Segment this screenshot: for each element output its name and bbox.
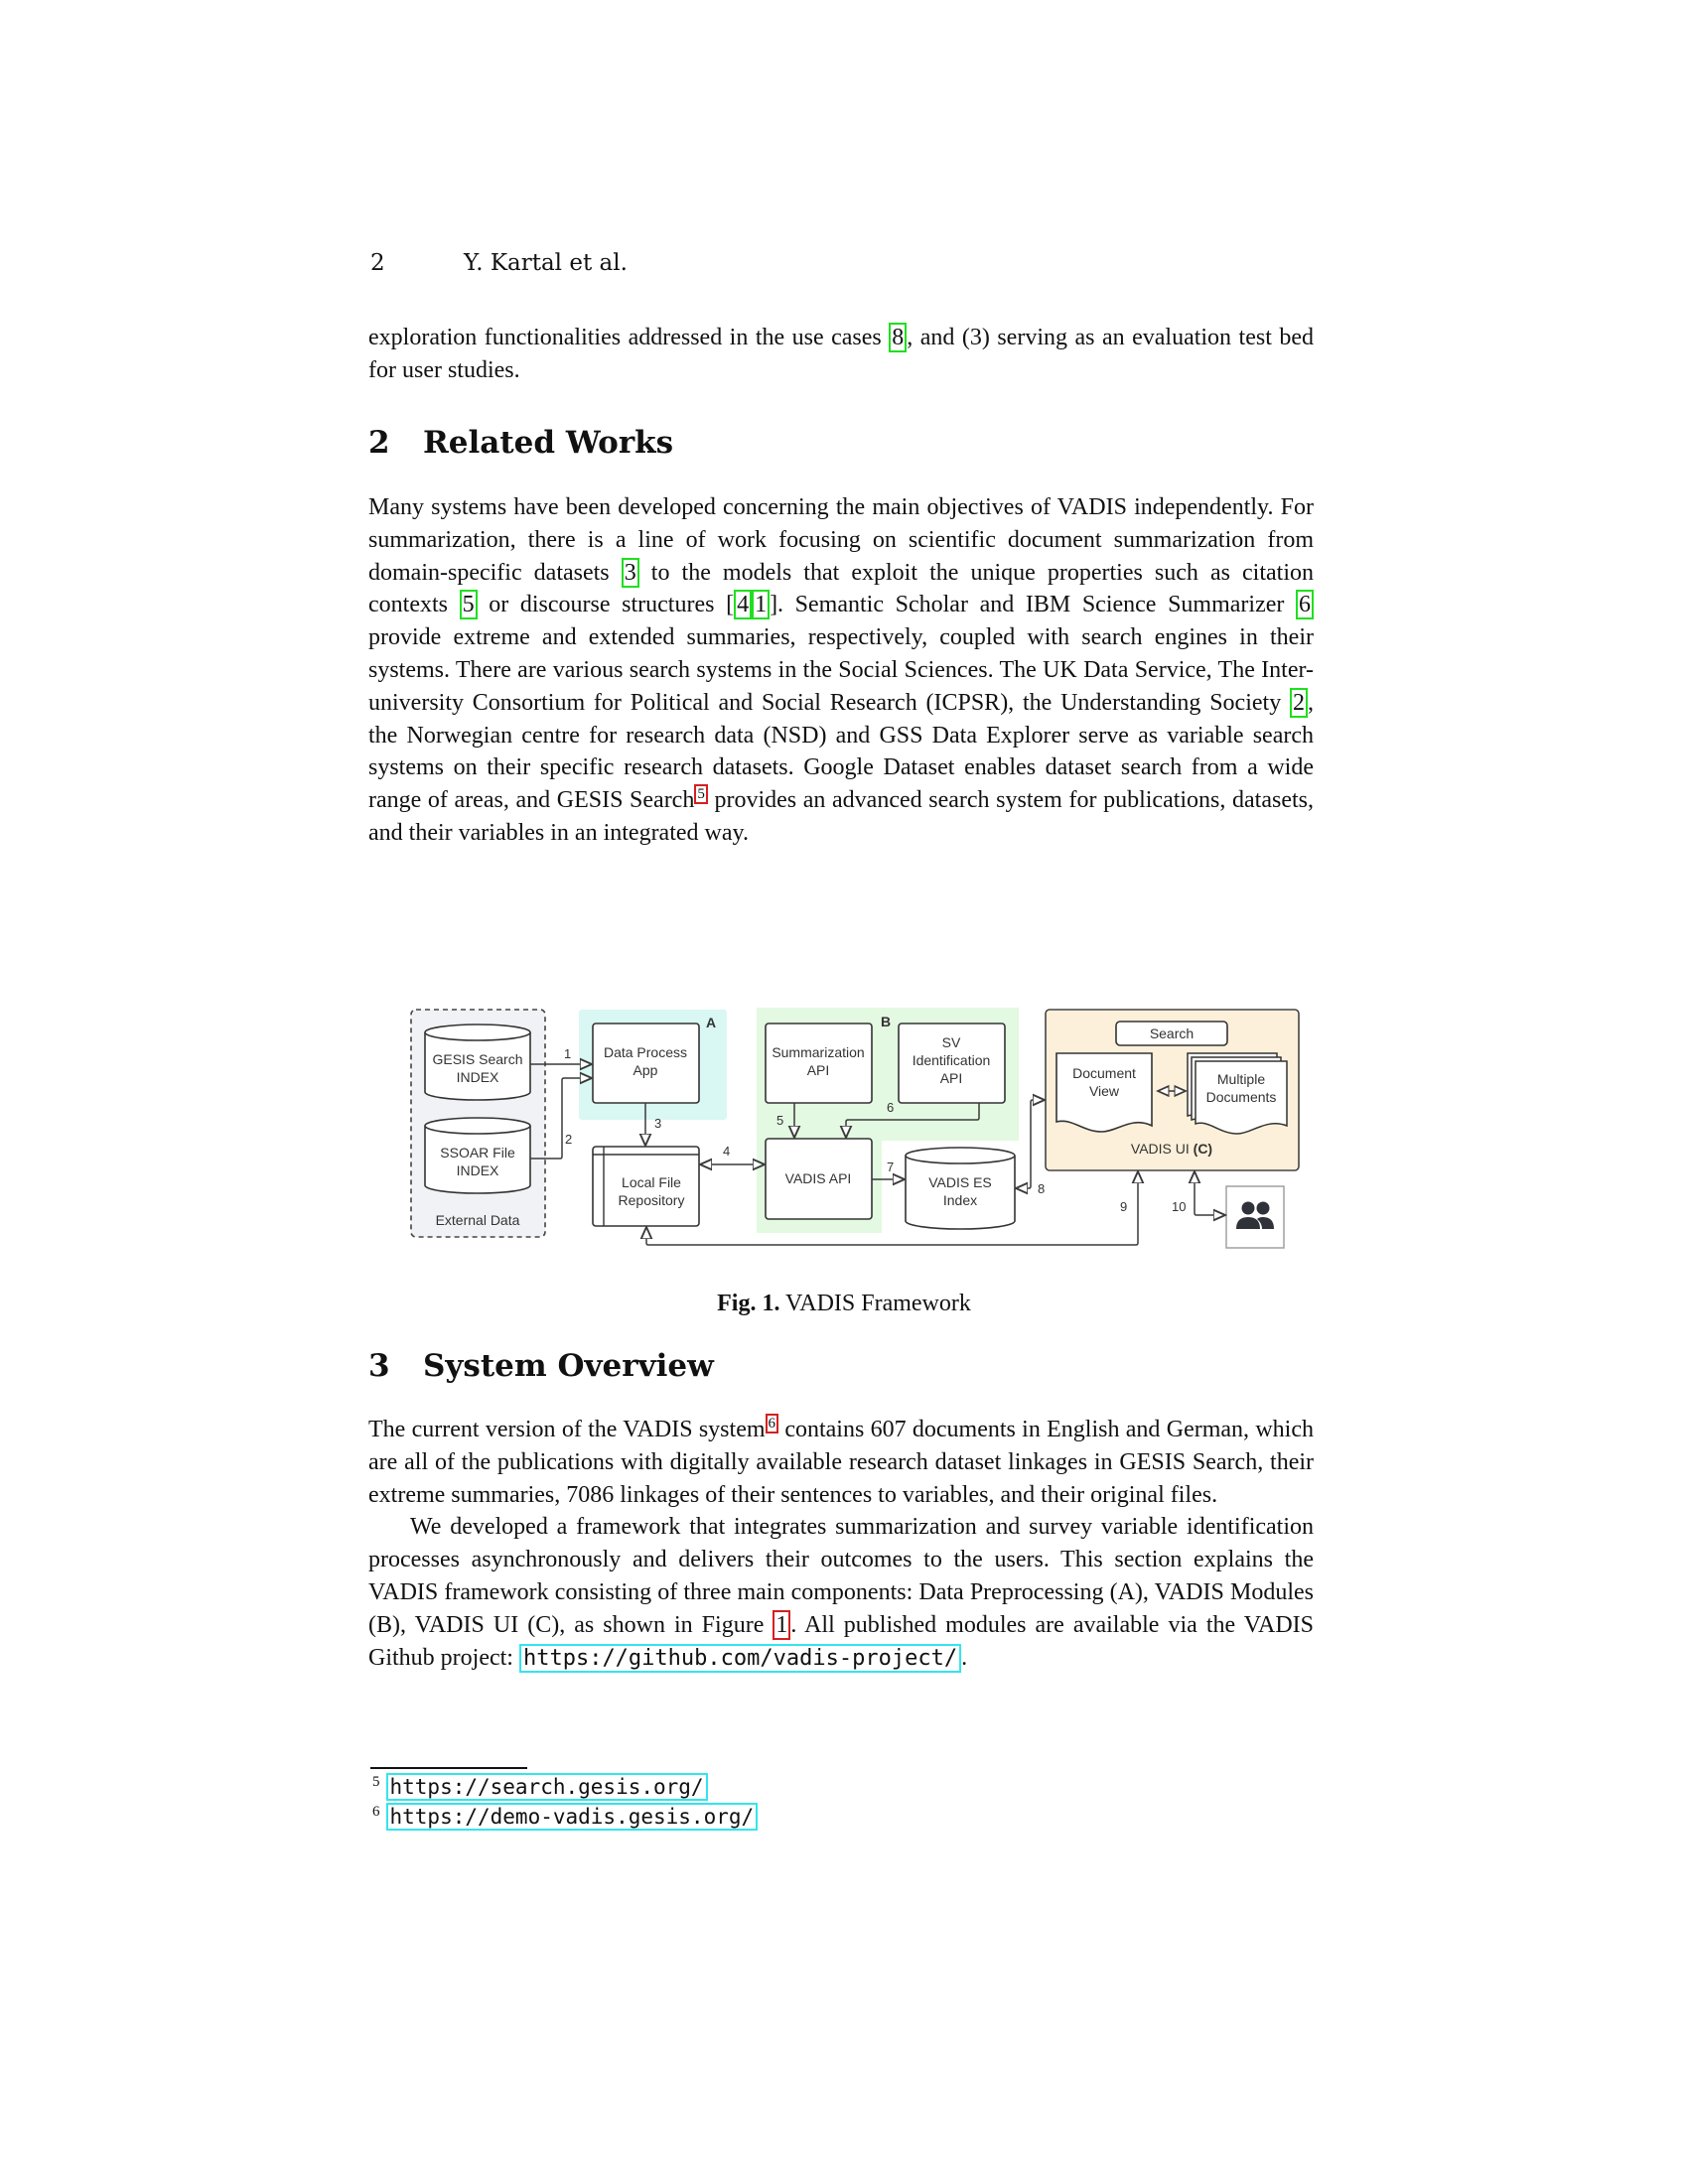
citation-link[interactable]: 1 (752, 590, 770, 619)
svg-text:A: A (705, 1015, 717, 1030)
section-heading-related-works: 2 Related Works (368, 425, 674, 461)
citation-link[interactable]: 6 (1296, 590, 1314, 619)
system-overview-paragraph-2: We developed a framework that integrates summarization and survey variable identification processes asynchronously and delivers their outcomes to the users. This section explains the VADIS framework consisting of three main components: Data Preprocessing (A), VADIS Modules (B), VADIS UI (C), as shown in Figure 1 . All published modules are available via the VADIS Github project: https://github.com/vadis-project/ . (368, 1514, 1314, 1671)
svg-text:4: 4 (723, 1144, 731, 1159)
svg-text:1: 1 (564, 1046, 572, 1061)
vadis-ui-group (1046, 1010, 1299, 1170)
running-head-authors: Y. Kartal et al. (464, 250, 628, 276)
svg-text:API: API (939, 1070, 963, 1086)
svg-text:INDEX: INDEX (456, 1162, 499, 1178)
figure-ref-link[interactable]: 1 (773, 1610, 790, 1640)
svg-text:API: API (806, 1062, 830, 1078)
svg-text:8: 8 (1038, 1181, 1046, 1196)
svg-text:Multiple: Multiple (1216, 1071, 1266, 1087)
svg-text:SV: SV (941, 1034, 961, 1050)
svg-text:Repository: Repository (618, 1192, 685, 1208)
vadis-ui-label: VADIS UI (C) (1130, 1141, 1213, 1157)
svg-text:Documents: Documents (1205, 1089, 1277, 1105)
svg-text:Document: Document (1072, 1065, 1136, 1081)
github-project-link[interactable]: https://github.com/vadis-project/ (519, 1644, 961, 1673)
multiple-documents-shape (1188, 1053, 1287, 1134)
gesis-search-index-db (425, 1024, 530, 1100)
users-icon (1226, 1186, 1284, 1248)
svg-text:5: 5 (776, 1113, 784, 1128)
citation-link[interactable]: 5 (460, 590, 478, 619)
svg-text:View: View (1088, 1083, 1120, 1099)
footnote-5: $^5$ https://search.gesis.org/ (372, 1774, 708, 1800)
footnote-6-link[interactable]: https://demo-vadis.gesis.org/ (386, 1803, 759, 1831)
citation-link[interactable]: 4 (734, 590, 752, 619)
citation-link[interactable]: 2 (1290, 688, 1308, 718)
system-overview-paragraph-1: The current version of the VADIS system $^6$ contains 607 documents in English and German, which are all of the publications with digitally available research dataset linkages in GESIS Search, their extreme summaries, 7086 linkages of their sentences to variables, and their original files. (368, 1416, 1314, 1508)
citation-link[interactable]: 8 (889, 323, 907, 352)
svg-text:VADIS API: VADIS API (784, 1170, 852, 1186)
svg-text:VADIS ES: VADIS ES (928, 1174, 992, 1190)
intro-continuation-paragraph: exploration functionalities addressed in the use cases 8 , and (3) serving as an evaluation test bed for user studies. (368, 325, 1315, 383)
svg-text:Index: Index (942, 1192, 978, 1208)
svg-text:10: 10 (1172, 1199, 1187, 1214)
external-data-group (411, 1010, 545, 1237)
footnote-6: $^6$ https://demo-vadis.gesis.org/ (372, 1804, 758, 1830)
svg-text:9: 9 (1120, 1199, 1128, 1214)
svg-text:7: 7 (887, 1160, 895, 1174)
system-overview-body (368, 1414, 1314, 1675)
section-heading-system-overview: 3 System Overview (368, 1348, 714, 1384)
svg-text:Data Process: Data Process (603, 1044, 688, 1060)
vadis-framework-diagram (397, 983, 1311, 1256)
local-file-repository-box (593, 1147, 699, 1226)
footnote-rule (370, 1767, 527, 1769)
external-data-label: External Data (435, 1212, 520, 1228)
footnote-5-link[interactable]: https://search.gesis.org/ (386, 1773, 708, 1801)
svg-text:App: App (633, 1062, 658, 1078)
svg-text:2: 2 (565, 1132, 573, 1147)
svg-text:B: B (880, 1014, 892, 1029)
svg-text:Summarization: Summarization (772, 1044, 865, 1060)
svg-text:3: 3 (654, 1116, 662, 1131)
svg-text:SSOAR File: SSOAR File (440, 1145, 515, 1160)
region-a-data-preprocessing (579, 1010, 727, 1120)
citation-link[interactable]: 3 (622, 558, 639, 588)
svg-text:Local File: Local File (622, 1174, 681, 1190)
svg-text:GESIS Search: GESIS Search (432, 1051, 523, 1067)
footnote-ref-link[interactable]: 6 (766, 1414, 779, 1433)
svg-text:Search: Search (1149, 1025, 1195, 1041)
svg-text:INDEX: INDEX (456, 1069, 499, 1085)
svg-text:Identification: Identification (912, 1052, 991, 1068)
vadis-es-index-db (906, 1148, 1015, 1229)
svg-text:6: 6 (887, 1100, 895, 1115)
footnote-ref-link[interactable]: 5 (694, 784, 708, 804)
page-number: 2 (370, 250, 385, 276)
ssoar-file-index-db (425, 1118, 530, 1193)
figure-caption: Fig. 1. VADIS Framework (717, 1291, 971, 1316)
related-works-paragraph: Many systems have been developed concerning the main objectives of VADIS independently. For summarization, there is a line of work focusing on scientific document summarization from domain-specific datasets 3 to the models that exploit the unique properties such as citation contexts 5 or discourse structures [ 4 1 ]. Semantic Scholar and IBM Science Summarizer 6 provide extreme and extended summaries, respectively, coupled with search engines in their systems. There are various search systems in the Social Sciences. The UK Data Service, The Inter-university Consortium for Political and Social Research (ICPSR), the Understanding Society 2 , the Norwegian centre for research data (NSD) and GSS Data Explorer serve as variable search systems on their specific research datasets. Google Dataset enables dataset search from a wide range of areas, and GESIS Search $^5$ provides an advanced search system for publications, datasets, and their variables in an integrated way. (368, 494, 1314, 846)
